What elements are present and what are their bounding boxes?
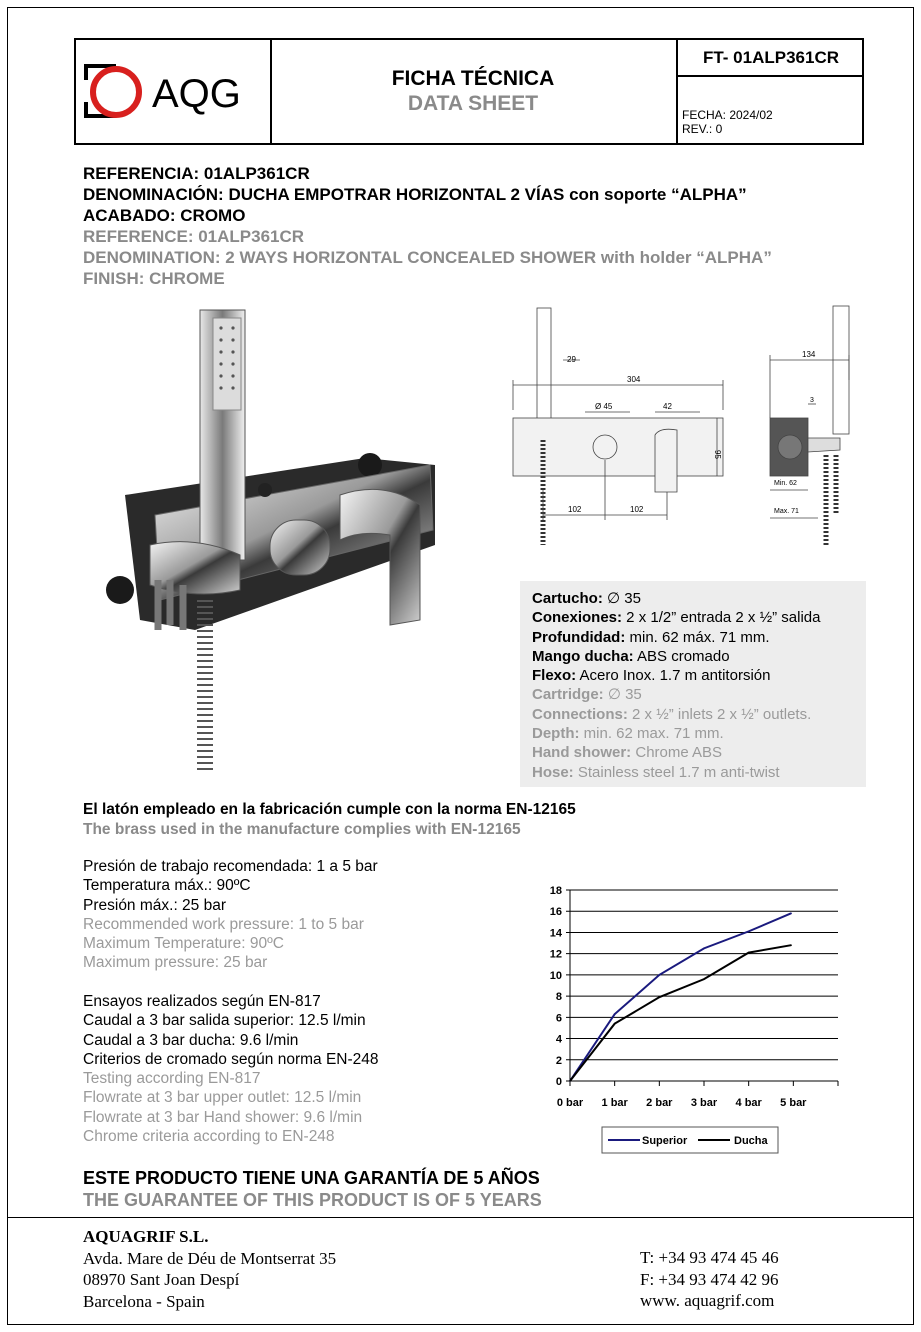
guarantee-en: THE GUARANTEE OF THIS PRODUCT IS OF 5 YEARS xyxy=(83,1190,542,1210)
date-block xyxy=(682,108,773,136)
phone: T: +34 93 474 45 46 xyxy=(640,1248,779,1267)
tests-en-0: Testing according EN-817 xyxy=(83,1070,261,1088)
y-tick-label: 0 xyxy=(555,1076,562,1088)
address-line-3: Barcelona - Spain xyxy=(83,1291,205,1311)
front-view-drawing xyxy=(505,300,730,550)
side-hose xyxy=(826,455,836,545)
title-en: DATA SHEET xyxy=(407,92,539,115)
tests-es-1: Caudal a 3 bar salida superior: 12.5 l/min xyxy=(83,1012,366,1030)
denomination-es: DENOMINACIÓN: DUCHA EMPOTRAR HORIZONTAL 2 VÍAS con soporte “ALPHA” xyxy=(83,185,747,204)
y-tick-label: 8 xyxy=(555,991,562,1004)
side-view-drawing xyxy=(760,300,860,550)
footer-address xyxy=(83,1226,336,1312)
x-tick-label: 1 bar xyxy=(601,1097,628,1109)
shower-holder xyxy=(150,542,240,594)
shower-face xyxy=(213,318,241,410)
reference-en: REFERENCE: 01ALP361CR xyxy=(83,227,305,246)
brass-note xyxy=(83,800,576,840)
website[interactable]: www. aquagrif.com xyxy=(640,1291,775,1310)
pressure-es-2: Presión máx.: 25 bar xyxy=(83,896,227,914)
series-line-superior xyxy=(570,913,791,1081)
tests-block xyxy=(83,992,379,1146)
data-point xyxy=(748,952,750,954)
pressure-en-2: Maximum pressure: 25 bar xyxy=(83,954,268,972)
y-tick-label: 2 xyxy=(555,1054,562,1067)
tests-es-3: Criterios de cromado según norma EN-248 xyxy=(83,1050,379,1068)
spec-es-connections: Conexiones: 2 x 1/2” entrada 2 x ½” salida xyxy=(532,609,821,627)
chart-grid xyxy=(566,890,838,1081)
y-tick-label: 14 xyxy=(549,927,562,940)
x-tick-label: 5 bar xyxy=(780,1097,807,1109)
data-point xyxy=(614,1023,616,1025)
pressure-en-1: Maximum Temperature: 90ºC xyxy=(83,935,284,953)
title-cell xyxy=(270,40,678,143)
side-holder-outline xyxy=(808,438,840,452)
brass-es: El latón empleado en la fabricación cumple con la norma EN-12165 xyxy=(83,801,576,818)
footer-divider xyxy=(7,1217,914,1218)
outlet-hole xyxy=(258,483,272,497)
finish-es: ACABADO: CROMO xyxy=(83,206,246,225)
reference-es: REFERENCIA: 01ALP361CR xyxy=(83,164,310,183)
title-es: FICHA TÉCNICA xyxy=(391,67,555,90)
y-tick-label: 4 xyxy=(555,1033,562,1046)
date: FECHA: 2024/02 xyxy=(682,108,773,122)
footer-contact xyxy=(640,1247,779,1312)
data-point xyxy=(659,974,661,976)
legend-label-ducha: Ducha xyxy=(734,1135,768,1147)
spec-en-hose: Hose: Stainless steel 1.7 m anti-twist xyxy=(532,763,780,781)
address-line-1: Avda. Mare de Déu de Montserrat 35 xyxy=(83,1248,337,1268)
label-head: 29 xyxy=(567,355,576,364)
data-point xyxy=(569,1080,571,1082)
revision: REV.: 0 xyxy=(682,122,723,136)
brass-en: The brass used in the manufacture complies with EN-12165 xyxy=(83,821,521,838)
logo-ring-icon xyxy=(93,69,139,115)
data-point xyxy=(659,996,661,998)
label-span2: 102 xyxy=(630,505,644,514)
y-tick-label: 6 xyxy=(555,1012,562,1025)
guarantee-es: ESTE PRODUCTO TIENE UNA GARANTÍA DE 5 AÑOS xyxy=(83,1168,540,1188)
x-tick-label: 0 bar xyxy=(556,1097,584,1109)
logo-cell xyxy=(76,40,272,143)
x-tick-label: 4 bar xyxy=(735,1097,762,1109)
pressure-es-0: Presión de trabajo recomendada: 1 a 5 bar xyxy=(83,858,378,875)
reference-block xyxy=(83,163,772,289)
spec-en-handle: Hand shower: Chrome ABS xyxy=(532,744,723,762)
label-min: Min. 62 xyxy=(774,480,797,487)
spec-en-cartridge: Cartridge: ∅ 35 xyxy=(532,686,642,704)
spec-es-handle: Mango ducha: ABS cromado xyxy=(532,647,730,665)
address-line-2: 08970 Sant Joan Despí xyxy=(83,1270,240,1289)
series-line-ducha xyxy=(570,945,791,1081)
denomination-en: DENOMINATION: 2 WAYS HORIZONTAL CONCEALED SHOWER with holder “ALPHA” xyxy=(83,248,772,267)
fax: F: +34 93 474 42 96 xyxy=(640,1269,779,1289)
y-tick-label: 18 xyxy=(549,885,562,897)
spec-en-depth: Depth: min. 62 max. 71 mm. xyxy=(532,725,724,743)
spec-es-cartridge: Cartucho: ∅ 35 xyxy=(532,590,641,607)
finish-en: FINISH: CHROME xyxy=(83,269,225,288)
logo-text: AQG xyxy=(152,72,241,116)
data-point xyxy=(790,913,792,915)
y-tick-label: 16 xyxy=(549,906,562,919)
front-shower-outline xyxy=(537,308,551,433)
x-tick-label: 3 bar xyxy=(690,1097,718,1109)
spec-en-connections: Connections: 2 x ½” inlets 2 x ½” outlets. xyxy=(532,705,812,723)
data-point xyxy=(703,978,705,980)
y-tick-label: 12 xyxy=(549,948,562,961)
document-code: FT- 01ALP361CR xyxy=(678,40,864,77)
legend-label-superior: Superior xyxy=(642,1135,688,1147)
x-tick-label: 2 bar xyxy=(646,1097,673,1109)
label-lever: 42 xyxy=(663,402,672,411)
header-table xyxy=(74,38,864,145)
front-lever-outline xyxy=(655,429,677,492)
company-name: AQUAGRIF S.L. xyxy=(83,1227,209,1246)
tests-en-2: Flowrate at 3 bar Hand shower: 9.6 l/min xyxy=(83,1108,363,1126)
front-plate-outline xyxy=(513,418,723,476)
side-shower-outline xyxy=(833,306,849,434)
flow-chart xyxy=(505,876,850,1161)
data-point xyxy=(614,1013,616,1015)
data-point xyxy=(748,931,750,933)
mount-lug xyxy=(106,576,134,604)
spec-box xyxy=(520,581,866,787)
pressure-en-0: Recommended work pressure: 1 to 5 bar xyxy=(83,915,364,933)
chart-x-ticks xyxy=(557,1081,838,1109)
chart-series xyxy=(569,913,792,1082)
side-cartridge-outline xyxy=(778,435,802,459)
guarantee xyxy=(83,1167,542,1211)
mount-lug xyxy=(358,453,382,477)
diverter-knob xyxy=(270,520,330,575)
data-point xyxy=(790,944,792,946)
chart-legend xyxy=(602,1127,778,1153)
y-tick-label: 10 xyxy=(549,969,562,982)
label-diam: Ø 45 xyxy=(595,402,613,411)
tests-es-0: Ensayos realizados según EN-817 xyxy=(83,993,321,1010)
label-height: 95 xyxy=(713,450,722,459)
label-width: 304 xyxy=(627,375,641,384)
label-max: Max. 71 xyxy=(774,508,799,515)
label-gap: 3 xyxy=(810,397,814,404)
tests-en-1: Flowrate at 3 bar upper outlet: 12.5 l/min xyxy=(83,1089,362,1107)
chart-y-ticks xyxy=(550,885,563,1088)
aqg-logo xyxy=(76,40,266,140)
data-point xyxy=(703,948,705,950)
pressure-es-1: Temperatura máx.: 90ºC xyxy=(83,877,251,895)
pressure-block xyxy=(83,857,378,973)
label-span1: 102 xyxy=(568,505,582,514)
tests-es-2: Caudal a 3 bar ducha: 9.6 l/min xyxy=(83,1031,299,1049)
spec-es-hose: Flexo: Acero Inox. 1.7 m antitorsión xyxy=(532,667,771,685)
product-image xyxy=(95,300,445,780)
label-total: 134 xyxy=(802,350,816,359)
tests-en-3: Chrome criteria according to EN-248 xyxy=(83,1128,335,1146)
spec-es-depth: Profundidad: min. 62 máx. 71 mm. xyxy=(532,628,770,646)
